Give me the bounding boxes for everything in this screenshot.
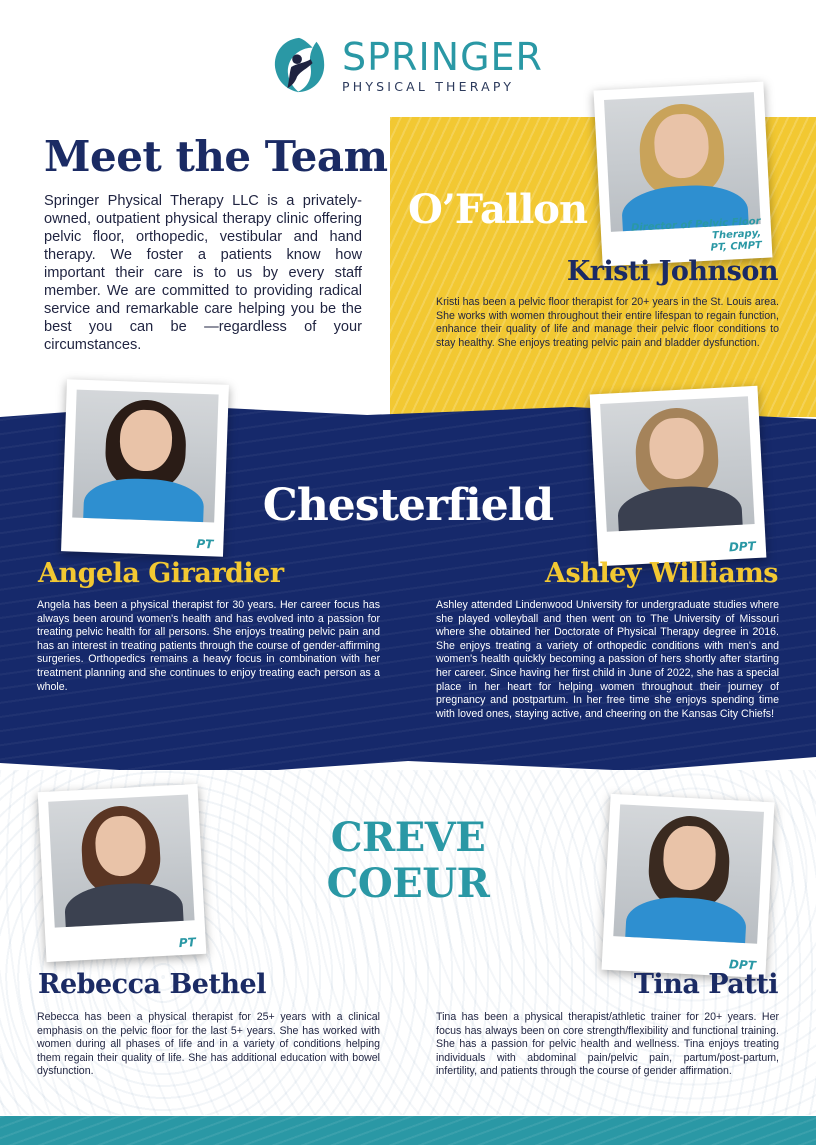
- brand-tagline: PHYSICAL THERAPY: [342, 78, 515, 94]
- photo-caption: DPT: [728, 539, 757, 555]
- photo-kristi-johnson: [594, 82, 773, 267]
- bio-kristi-johnson: Kristi has been a pelvic floor therapist for 20+ years in the St. Louis area. She works with women throughout their entire lifespan to regain function, enhance their quality of life and manage their pelvic floor conditions to stay healthy. She enjoys treating pelvic pain and bladder dysfunction.: [436, 296, 779, 349]
- bio-ashley-williams: Ashley attended Lindenwood University for undergraduate studies where she played volleyball and then went on to The University of Missouri where she obtained her Doctorate of Physical Therapy degree in 2016. She enjoys treating a variety of orthopedic conditions with men's and women's health quickly becoming a passion of hers shortly after starting her career. Since having her first child in June of 2022, she has a special place in her heart for helping women throughout their journey of pregnancy and postpartum. In her free time she enjoys spending time with loved ones, staying active, and cheering on the Kansas City Chiefs!: [436, 599, 779, 720]
- page-title: Meet the Team: [44, 132, 388, 181]
- photo-ashley-williams: [590, 386, 767, 567]
- portrait-image: [48, 794, 194, 927]
- location-creve-coeur: [300, 815, 516, 907]
- portrait-image: [604, 92, 761, 232]
- bio-angela-girardier: Angela has been a physical therapist for 30 years. Her career focus has always been around women's health and has evolved into a passion for treating pelvic health for all persons. She enjoys treating pelvic pain and has an interest in treating patients through the course of gender-affirming surgeries. Orthopedics remains a heavy focus in combination with her treatment planning and she continues to enjoy treating each person as a whole.: [37, 599, 380, 693]
- name-tina-patti: Tina Patti: [633, 969, 778, 1000]
- caption-line1: Director of Pelvic Floor Therapy,: [630, 216, 762, 242]
- photo-tina-patti: [602, 794, 775, 978]
- brand-name: SPRINGER: [342, 34, 543, 79]
- photo-caption: PT: [196, 536, 214, 552]
- location-chesterfield: Chesterfield: [262, 480, 554, 531]
- portrait-image: [72, 390, 218, 523]
- name-kristi-johnson: Kristi Johnson: [566, 256, 778, 287]
- name-rebecca-bethel: Rebecca Bethel: [38, 969, 266, 1000]
- footer-bar: [0, 1116, 816, 1145]
- caption-line2: PT, CMPT: [710, 239, 763, 254]
- photo-angela-girardier: [61, 379, 229, 557]
- bio-tina-patti: Tina has been a physical therapist/athletic trainer for 20+ years. Her focus has always been on core strength/flexibility and functional training. She has a passion for pelvic health and wellness. Tina enjoys treating individuals with abdominal pain/pelvic pain, partum/post-partum, infertility, and patients through the course of gender affirmation.: [436, 1011, 779, 1078]
- portrait-image: [613, 804, 764, 943]
- name-angela-girardier: Angela Girardier: [38, 558, 284, 589]
- photo-rebecca-bethel: [38, 784, 207, 962]
- location-creve-coeur-line1: CREVE: [330, 814, 486, 861]
- location-creve-coeur-line2: COEUR: [326, 860, 490, 907]
- photo-caption: DPT: [728, 957, 757, 973]
- bio-rebecca-bethel: Rebecca has been a physical therapist for 25+ years with a clinical emphasis on the pelvic floor for the last 5+ years. She has worked with women during all phases of life and in a variety of conditions helping them regain their quality of life. She has additional education with bowel dysfunction.: [37, 1011, 380, 1078]
- springer-logo: [268, 30, 558, 100]
- name-ashley-williams: Ashley Williams: [545, 558, 778, 589]
- intro-paragraph: Springer Physical Therapy LLC is a privately-owned, outpatient physical therapy clinic offering pelvic floor, orthopedic, vestibular and hand therapy. We foster a patients know how important their care is to us by every staff member. We are committed to providing radical service and remarkable care helping you be the best you can be —regardless of your circumstances.: [44, 193, 362, 353]
- photo-caption: PT: [178, 935, 197, 951]
- location-ofallon: O’Fallon: [408, 186, 588, 233]
- springer-logo-icon: [268, 34, 330, 96]
- portrait-image: [600, 396, 754, 532]
- photo-caption: [601, 216, 763, 260]
